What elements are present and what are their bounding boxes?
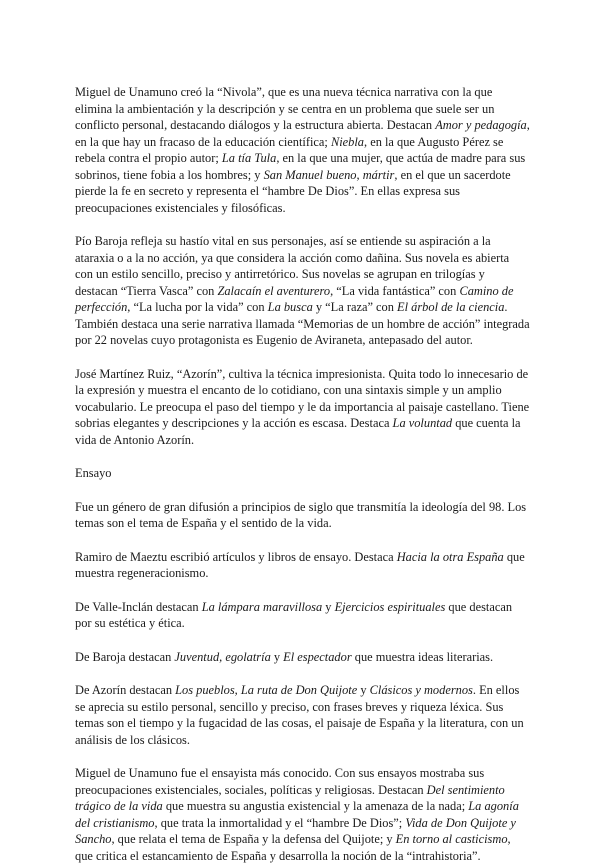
work-title: La tía Tula	[221, 151, 277, 165]
work-title: Ejercicios espirituales	[334, 599, 446, 614]
paragraph-unamuno-ensayo	[75, 765, 530, 864]
text-run: . También destaca una serie narrativa llamada “Memorias de un hombre de acción” integrada por 22 novelas cuyo protagonista es Eugenio de Aviraneta, antepasado del autor.	[75, 300, 530, 347]
work-title: Amor y pedagogía	[435, 118, 527, 132]
work-title: El árbol de la ciencia	[397, 300, 505, 314]
text-run: Miguel de Unamuno fue el ensayista más conocido. Con sus ensayos mostraba sus preocupaciones existenciales, sociales, políticas y religiosas. Destacan	[75, 766, 485, 797]
text-run: , en el que un sacerdote pierde la fe en secreto y representa el “hambre De Dios”. En ellas expresa sus preocupaciones existenciales y filosóficas.	[75, 167, 511, 215]
paragraph-azorin	[75, 366, 530, 449]
text-run: , “La vida fantástica” con	[330, 283, 460, 298]
text-run: y	[322, 599, 335, 614]
text-run: y	[357, 683, 370, 697]
text-run: que muestra su angustia existencial y la amenaza de la nada;	[162, 799, 469, 813]
text-run: De Valle-Inclán destacan	[75, 599, 202, 614]
text-run: , que relata el tema de España y la defensa del Quijote; y	[111, 832, 396, 846]
text-run: Ramiro de Maeztu escribió artículos y libros de ensayo. Destaca	[75, 549, 397, 564]
text-run: , en la que una mujer, que actúa de madre para sus sobrinos, tiene fobia a los hombres; y	[75, 151, 526, 182]
text-run: que muestra regeneracionismo.	[75, 549, 525, 580]
text-run: Miguel de Unamuno creó la “Nivola”, que es una nueva técnica narrativa con la que elimina la ambientación y la descripción y se centra en un problema que suele ser un conflicto personal, destacando diálogos y la estructura abierta. Destacan	[75, 85, 495, 132]
text-run: Ensayo	[75, 466, 112, 480]
text-run: . En ellos se aprecia su estilo personal, sencillo y preciso, con frases breves y riqueza léxica. Sus temas son el tiempo y la fugacidad de las cosas, el paisaje de España y la literatura, con un análisis de los clásicos.	[75, 683, 524, 747]
text-run: Pío Baroja refleja su hastío vital en sus personajes, así se entiende su aspiración a la ataraxia o a la no acción, ya que considera la acción como dañina. Sus novela es abierta con un estilo sencillo, preciso y antirretórico. Sus novelas se agrupan en trilogías y destacan “Tierra Vasca” con	[75, 234, 510, 298]
work-title: La agonía del cristianismo	[75, 799, 519, 830]
work-title: La voluntad	[392, 416, 453, 430]
paragraph-maeztu	[75, 549, 530, 582]
text-run: De Azorín destacan	[75, 683, 176, 697]
text-run: , “La lucha por la vida” con	[127, 300, 268, 314]
paragraph-valle-inclan	[75, 599, 530, 632]
text-run: y “La raza” con	[312, 300, 398, 314]
work-title: Del sentimiento trágico de la vida	[75, 782, 505, 813]
text-run: José Martínez Ruiz, “Azorín”, cultiva la técnica impresionista. Quita todo lo innecesario de la expresión y muestra el encanto de lo cotidiano, con una sintaxis simple y un amplio vocabulario. Le preocupa el paso del tiempo y le da importancia al paisaje castellano. Tiene sobrias elegantes y descripciones y la acción es escasa. Destaca	[75, 366, 530, 430]
work-title: Clásicos y modernos	[369, 683, 473, 697]
work-title: Camino de perfección	[75, 283, 514, 314]
text-run: que muestra ideas literarias.	[351, 649, 494, 664]
work-title: Los pueblos, La ruta de Don Quijote	[175, 683, 358, 697]
work-title: La lámpara maravillosa	[201, 599, 323, 614]
text-run: y	[270, 649, 284, 664]
text-run: , que critica el estancamiento de España y desarrolla la noción de la “intrahistoria”.	[75, 832, 511, 863]
text-run: que cuenta la vida de Antonio Azorín.	[75, 416, 521, 447]
section-heading	[75, 465, 530, 482]
work-title: Hacia la otra España	[396, 549, 504, 564]
document-body	[75, 84, 530, 864]
paragraph-baroja-ensayo	[75, 649, 530, 666]
text-run: Fue un género de gran difusión a principios de siglo que transmitía la ideología del 98. Los temas son el tema de España y el sentido de la vida.	[75, 499, 527, 530]
work-title: Vida de Don Quijote y Sancho	[75, 815, 516, 846]
work-title: La busca	[267, 300, 313, 314]
work-title: San Manuel bueno, mártir	[263, 167, 395, 182]
work-title: El espectador	[283, 649, 352, 664]
text-run: , que trata la inmortalidad y el “hambre De Dios”;	[154, 815, 406, 830]
work-title: Niebla	[330, 134, 364, 149]
paragraph-unamuno-nivola	[75, 84, 530, 216]
work-title: Juventud, egolatría	[174, 649, 271, 664]
text-run: , en la que hay un fracaso de la educación científica;	[75, 118, 530, 149]
text-run: De Baroja destacan	[75, 649, 175, 664]
text-run: , en la que Augusto Pérez se rebela contra el propio autor;	[75, 134, 504, 165]
paragraph-azorin-ensayo	[75, 682, 530, 748]
text-run: que destacan por su estética y ética.	[75, 599, 513, 630]
paragraph-ensayo-intro	[75, 499, 530, 532]
paragraph-baroja	[75, 233, 530, 349]
work-title: Zalacaín el aventurero	[217, 283, 331, 298]
work-title: En torno al casticismo	[395, 832, 508, 846]
